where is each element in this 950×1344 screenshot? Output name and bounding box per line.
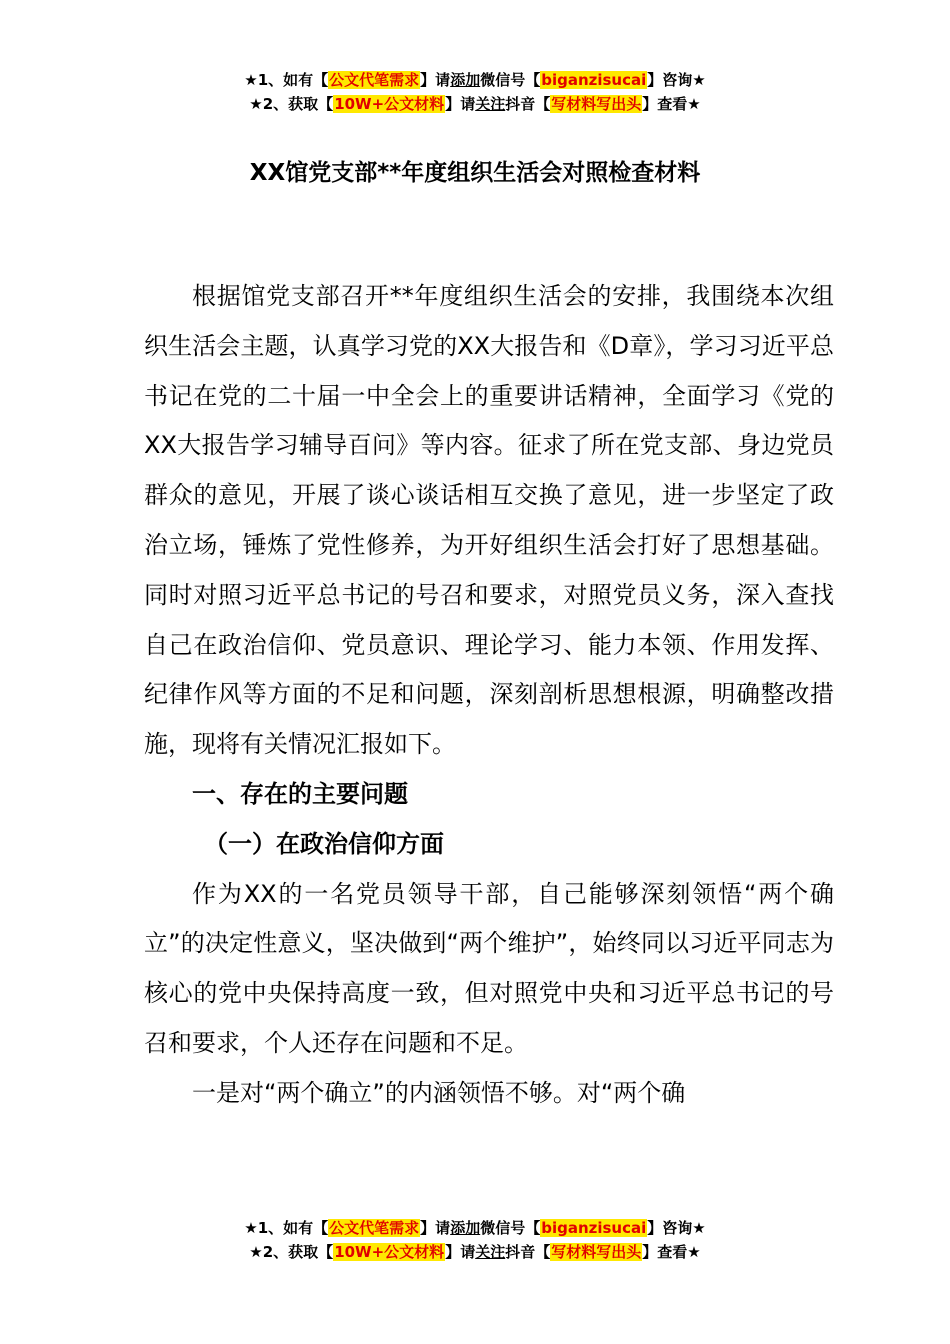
banner-highlight: 公文代笔需求 — [329, 71, 420, 89]
banner-text: ★1、如有【 — [244, 1219, 329, 1237]
banner-highlight: 写材料写出头 — [551, 1243, 642, 1261]
banner-text: ★2、获取【 — [249, 1243, 334, 1261]
banner-highlight: 写材料写出头 — [551, 95, 642, 113]
banner-text: 】请 — [445, 1243, 476, 1261]
banner-text: 】请 — [445, 95, 476, 113]
banner-highlight: biganzisucai — [541, 1219, 647, 1237]
banner-text: 】请 — [420, 1219, 451, 1237]
banner-underline: 添加 — [450, 1219, 481, 1237]
body-paragraph: 一是对“两个确立”的内涵领悟不够。对“两个确 — [192, 1078, 686, 1107]
banner-underline: 关注 — [475, 95, 506, 113]
banner-highlight: biganzisucai — [541, 71, 647, 89]
intro-paragraph: 根据馆党支部召开**年度组织生活会的安排，我围绕本次组织生活会主题，认真学习党的XX大报告和《D章》，学习习近平总书记在党的二十届一中全会上的重要讲话精神，全面学习《党的XX大报告学习辅导百问》等内容。征求了所在党支部、身边党员群众的意见，开展了谈心谈话相互交换了意见，进一步坚定了政治立场，锤炼了党性修养，为开好组织生活会打好了思想基础。同时对照习近平总书记的号召和要求，对照党员义务，深入查找自己在政治信仰、党员意识、理论学习、能力本领、作用发挥、纪律作风等方面的不足和问题，深刻剖析思想根源，明确整改措施，现将有关情况汇报如下。 — [144, 282, 834, 759]
banner-line-1 — [0, 68, 950, 92]
banner-text: 】查看★ — [642, 1243, 701, 1261]
banner-line-1 — [0, 1216, 950, 1240]
banner-text: 】请 — [420, 71, 451, 89]
section-heading: 一、存在的主要问题 — [192, 779, 408, 808]
banner-text: ★1、如有【 — [244, 71, 329, 89]
banner-line-2 — [0, 1240, 950, 1264]
banner-underline: 关注 — [475, 1243, 506, 1261]
banner-text: ★2、获取【 — [249, 95, 334, 113]
banner-text: 抖音【 — [505, 1243, 551, 1261]
banner-text: 微信号【 — [480, 71, 541, 89]
header-banner — [0, 68, 950, 116]
footer-banner — [0, 1216, 950, 1264]
body-paragraph: 作为XX的一名党员领导干部，自己能够深刻领悟“两个确立”的决定性意义，坚决做到“两个维护”，始终同以习近平同志为核心的党中央保持高度一致，但对照党中央和习近平总书记的号召和要求，个人还存在问题和不足。 — [144, 879, 834, 1057]
document-title: XX馆党支部**年度组织生活会对照检查材料 — [249, 160, 701, 186]
banner-text: 】咨询★ — [647, 71, 706, 89]
banner-underline: 添加 — [450, 71, 481, 89]
banner-text: 】咨询★ — [647, 1219, 706, 1237]
banner-text: 微信号【 — [480, 1219, 541, 1237]
subsection-heading: （一）在政治信仰方面 — [204, 829, 444, 858]
banner-text: 】查看★ — [642, 95, 701, 113]
banner-line-2 — [0, 92, 950, 116]
banner-highlight: 公文代笔需求 — [329, 1219, 420, 1237]
banner-text: 抖音【 — [505, 95, 551, 113]
banner-highlight: 10W+公文材料 — [334, 1243, 445, 1261]
document-body — [144, 272, 834, 1119]
banner-highlight: 10W+公文材料 — [334, 95, 445, 113]
